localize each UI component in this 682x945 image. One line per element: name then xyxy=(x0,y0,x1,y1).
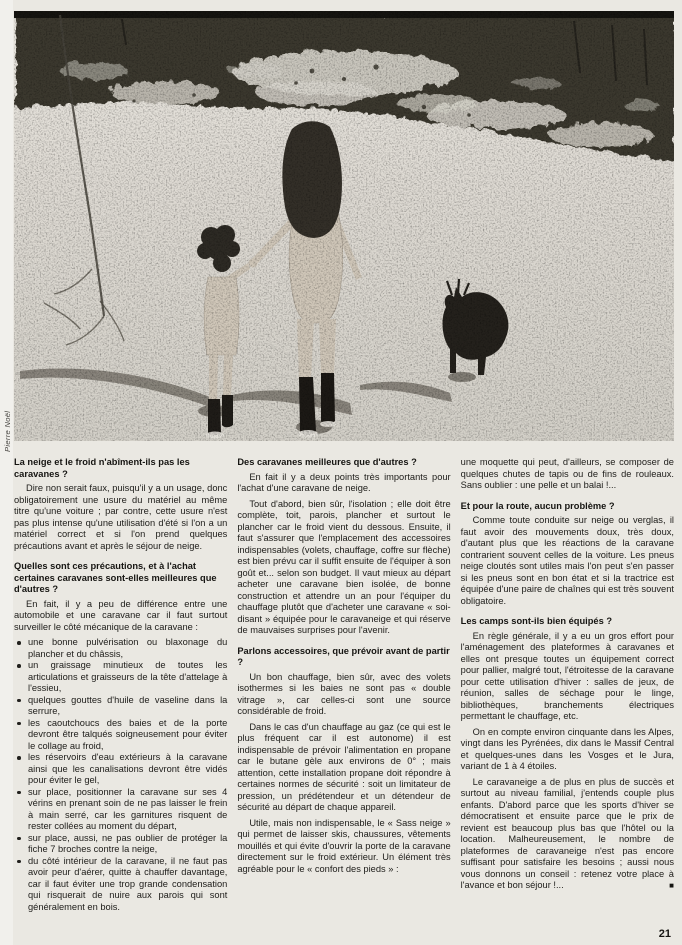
article-column-3 xyxy=(461,457,674,939)
bullet-item: les réservoirs d'eau extérieurs à la caravane ainsi que les canalisations devront être vidés pour éviter le gel, xyxy=(14,752,227,787)
paragraph: Comme toute conduite sur neige ou verglas, il faut avoir des mouvements doux, très doux, d'autant plus que les réactions de la caravane contrarient souvent celles de la voiture. Les pneus neige cloutés sont utiles mais l'on peut s'en passer si les pneus sont en bon état et si la tractrice est équipée d'une paire de chaînes qui est très souvent obligatoire. xyxy=(460,515,674,606)
paragraph: Utile, mais non indispensable, le « Sass neige » qui permet de laisser skis, chaussures, vêtements mouillés et qui évite d'ouvrir la porte de la caravane directement sur le froid extérieur. Un élément très agréable pour le « confort des pieds » : xyxy=(237,817,451,874)
bullet-list xyxy=(14,637,227,913)
section-heading: Les camps sont-ils bien équipés ? xyxy=(460,616,613,626)
bullet-item: du côté intérieur de la caravane, il ne faut pas avoir peur d'aérer, quitte à chauffer davantage, car il faut éviter une trop grande condensation qui risquerait de nuire aux parois qui sont généralement en bois. xyxy=(14,856,227,914)
page-edge xyxy=(0,0,13,945)
paragraph: Un bon chauffage, bien sûr, avec des volets isothermes si les baies ne sont pas « double vitrage », car celles-ci sont une source considérable de froid. xyxy=(237,671,451,716)
section-heading: La neige et le froid n'abîment-ils pas les caravanes ? xyxy=(14,457,190,479)
bullet-item: un graissage minutieux de toutes les articulations et graisseurs de la tête d'attelage à l'essieu, xyxy=(14,660,227,695)
paragraph: En fait, il y a peu de différence entre une automobile et une caravane car il faut surtout surveiller le côté mécanique de la caravane : xyxy=(14,598,228,632)
article-columns xyxy=(14,457,674,939)
section-heading: Quelles sont ces précautions, et à l'achat certaines caravanes sont-elles meilleures que d'autres ? xyxy=(14,561,217,594)
page-number: 21 xyxy=(658,928,671,940)
bullet-item: quelques gouttes d'huile de vaseline dans la serrure, xyxy=(14,695,227,718)
article-column-2 xyxy=(237,457,450,939)
paragraph: Dans le cas d'un chauffage au gaz (ce qui est le plus fréquent car il est autonome) il est indispensable de prévoir l'alimentation en propane car le butane gèle aux environs de 0° ; mais attention, cette installation propane doit répondre à certaines normes de sécurité : soit un limitateur de pression, un prédétendeur et un détendeur de sécurité au départ de chaque appareil. xyxy=(237,721,451,812)
bullet-item: une bonne pulvérisation ou blaxonage du plancher et du châssis, xyxy=(14,637,227,660)
photo-credit: Pierre Noël xyxy=(3,410,12,452)
section-heading: Et pour la route, aucun problème ? xyxy=(460,500,615,511)
bullet-item: sur place, aussi, ne pas oublier de protéger la fiche 7 broches contre la neige, xyxy=(14,833,227,856)
article-column-1 xyxy=(14,457,227,939)
section-heading: Des caravanes meilleures que d'autres ? xyxy=(237,457,417,467)
end-of-article-mark: ■ xyxy=(669,881,674,890)
snow-scene-photo xyxy=(14,11,674,441)
paragraph: En fait il y a deux points très importants pour l'achat d'une caravane de neige. xyxy=(237,471,451,493)
paragraph: Le caravaneige a de plus en plus de succès et surtout au niveau familial, j'entends couple plus enfants. D'abord parce que les sports d'hiver se démocratisent et ensuite parce que le prix de revient est beaucoup plus bas que l'hôtel ou la location. Malheureusement, le nombre de plateformes de caravaneige n'est pas encore suffisant pour satisfaire les besoins ; aussi nous vous donnons un conseil : retenez votre place à l'avance et bon séjour !... ■ xyxy=(460,776,674,890)
section-heading: Parlons accessoires, que prévoir avant de partir ? xyxy=(237,645,450,667)
paragraph: une moquette qui peut, d'ailleurs, se composer de quelques chutes de tapis ou de fins de rouleaux. Sans oublier : une pelle et un balai !... xyxy=(460,457,674,490)
paragraph: On en compte environ cinquante dans les Alpes, vingt dans les Pyrénées, dix dans le Massif Central et quelques-unes dans les Vosges et le Jura, variant de 1 à 4 étoiles. xyxy=(460,726,674,771)
paragraph: Tout d'abord, bien sûr, l'isolation ; elle doit être complète, toit, parois, plancher et surtout le plancher car le froid vient du dessous. Ensuite, il faut s'assurer que l'emplacement des accessoires indispensables (volets, chauffage, coffre sur flèche) est bien prévu car il suffit ensuite de l'équiper à son goût et... selon son budget. Il vaut mieux au départ acheter une caravane bien isolée, de bonne construction et attendre un an pour l'équiper du chauffage plutôt que d'acheter une caravane « soi-disant » équipée pour le caravaneige et qui réserve de mauvaises surprises pour l'avenir. xyxy=(237,498,451,635)
bullet-item: sur place, positionner la caravane sur ses 4 vérins en prenant soin de ne pas laisser le frein à main serré, car les garnitures risquent de rester collées au moment du départ, xyxy=(14,787,227,833)
paragraph: Dire non serait faux, puisqu'il y a un usage, donc obligatoirement une usure du matériel au même titre qu'une voiture ; par contre, cette usure n'est pas plus intense qu'une utilisation d'été si l'on a un matériel correct et si l'on prend quelques précautions avant et après le séjour de neige. xyxy=(14,483,228,551)
bullet-item: les caoutchoucs des baies et de la porte devront être talqués soigneusement pour éviter le collage au froid, xyxy=(14,718,227,753)
paragraph: En règle générale, il y a eu un gros effort pour l'aménagement des plateformes à caravanes et elles ont presque toutes un équipement correct pour pallier, malgré tout, l'étroitesse de la caravane pour cette utilisation d'hiver : salles de jeux, de réunion, salles de séchage pour le linge, bibliothèques, branchements électriques permettant le chauffage, etc. xyxy=(460,630,674,721)
